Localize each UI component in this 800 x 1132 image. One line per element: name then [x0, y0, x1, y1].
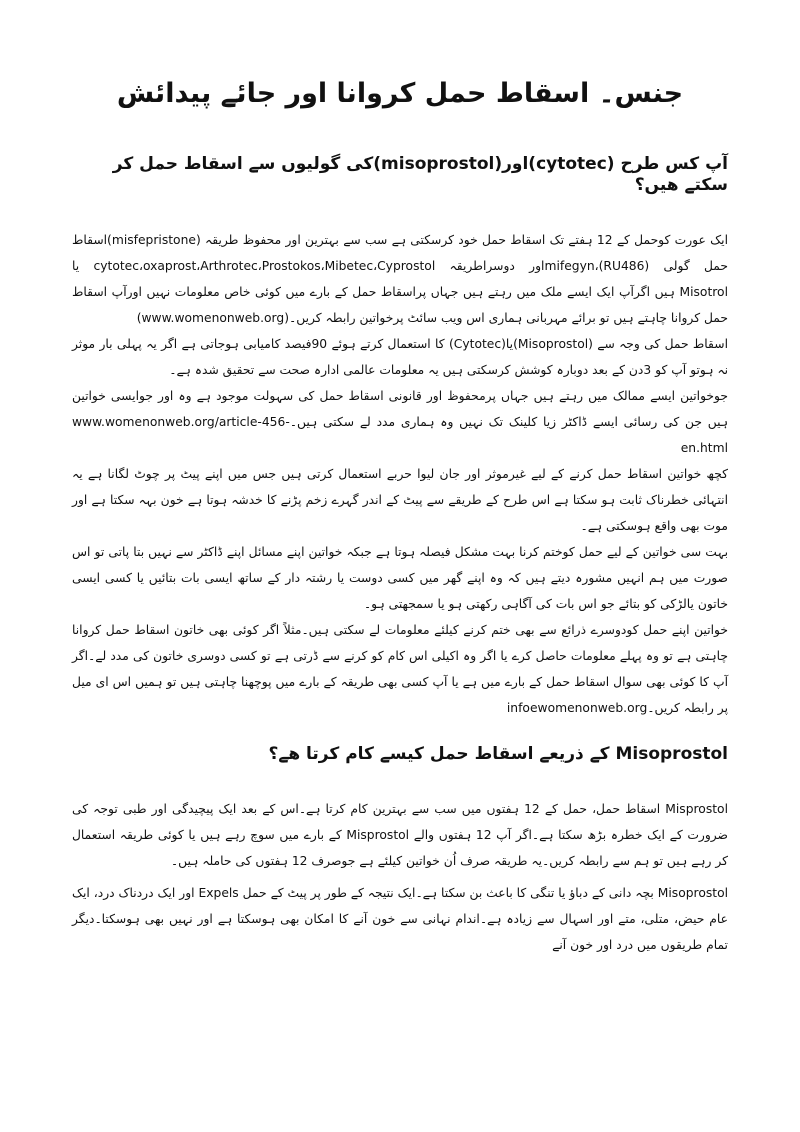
paragraph-misoprostol-timing: Misprostol اسقاط حمل، حمل کے 12 ہفتوں میں سب سے بہترین کام کرتا ہے۔اس کے بعد ایک پیچیدگی اور طبی توجہ کی ضرورت کے ایک خطرہ بڑھ سکتا ہے۔اگر آپ 12 ہفتوں والے Misprostol کے بارے میں سوچ رہے ہیں یا کوئی طریقہ استعمال کر رہے ہیں تو ہم سے رابطہ کریں۔یہ طریقہ صرف اُن خواتین کیلئے ہے جوصرف 12 ہفتوں کی حاملہ ہیں۔ [72, 802, 728, 868]
paragraph-unsafe-methods: کچھ خواتین اسقاط حمل کرنے کے لیے غیرموثر اور جان لیوا حربے استعمال کرتی ہیں جس میں اپنے پیٹ پر چوٹ لگانا ہے یہ انتہائی خطرناک ثابت ہو سکتا ہے اس طرح کے طریقے سے پیٹ کے اندر گہرے زخم پڑنے کا خدشہ ہوتا ہے خون بہہ سکتا ہے اور موت بھی واقع ہوسکتی ہے۔ [72, 467, 728, 533]
section-heading-pills: آپ کس طرح (cytotec)اور(misoprostol)کی گولیوں سے اسقاط حمل کر سکتے ھیں؟ [112, 154, 728, 195]
paragraph-access: جوخواتین ایسے ممالک میں رہتے ہیں جہاں پرمحفوظ اور قانونی اسقاط حمل کی سہولت موجود ہے وہ اور جوایسی خواتین ہیں جن کی رسائی ایسے ڈاکٹر زیا کلینک تک نہیں وہ ہماری مدد لے سکتی ہیں۔www.womenonweb.org/article-456-en.html [72, 389, 728, 455]
paragraph-contact: خواتین اپنے حمل کودوسرے ذرائع سے بھی ختم کرنے کیلئے معلومات لے سکتی ہیں۔مثلاً اگر کوئی بھی خاتون اسقاط حمل کروانا چاہتی ہے تو وہ پہلے معلومات حاصل کرے یا اگر وہ اکیلی اس کام کو کرنے سے ڈرتی ہے تو کسی دوسری خاتون کی مدد لے۔اگر آپ کا کوئی بھی سوال اسقاط حمل کے بارے میں ہے یا آپ کسی بھی طریقہ کے بارے میں پوچھنا چاہتی ہیں تو ہمیں اس ای میل پر رابطہ کریں۔infoewomenonweb.org [72, 623, 728, 715]
paragraph-support: بہت سی خواتین کے لیے حمل کوختم کرنا بہت مشکل فیصلہ ہوتا ہے جبکہ خواتین اپنے مسائل اپنے ڈاکٹر سے نہیں بتا پاتی تو اس صورت میں ہم انہیں مشورہ دیتے ہیں کہ وہ اپنے گھر میں کسی دوست یا رشتہ دار کے ساتھ ایسی بات بتائیں یا کسی ایسی خاتون یالڑکی کو بتائے جو اس بات کی آگاہی رکھتی ہو یا سمجھتی ہو۔ [72, 545, 728, 611]
paragraph-misoprostol-effects: Misoprostol بچہ دانی کے دباؤ یا تنگی کا باعث بن سکتا ہے۔ایک نتیجہ کے طور پر پیٹ کے حمل Expels اور ایک دردناک درد، ایک عام حیض، متلی، متے اور اسہال سے زیادہ ہے۔اندام نہانی سے خون آنے کا امکان بھی ہوسکتا ہے اور نہیں بھی ہوسکتا۔دیگر تمام طریقوں میں درد اور خون آنے [72, 886, 729, 952]
paragraph-success-rate: اسقاط حمل کی وجہ سے (Misoprostol)یا(Cytotec) کا استعمال کرتے ہوئے 90فیصد کامیابی ہوجاتی ہے اگر یہ پہلی بار موثر نہ ہوتو آپ کو 3دن کے بعد دوبارہ کوشش کرسکتی ہیں یہ معلومات عالمی ادارہ صحت سے تحقیق شدہ ہے۔ [72, 337, 728, 377]
section-heading-how-it-works: Misoprostol کے ذریعے اسقاط حمل کیسے کام کرتا ھے؟ [268, 744, 728, 764]
page-title: جنس۔ اسقاط حمل کروانا اور جائے پیدائش [116, 78, 684, 109]
paragraph-intro: ایک عورت کوحمل کے 12 ہفتے تک اسقاط حمل خود کرسکتی ہے سب سے بہترین اور محفوظ طریقہ (misfepristone)اسقاط حمل گولی mifegyn،(RU486)اور دوسراطریقہ cytotec،oxaprost،Arthrotec،Prostokos،Mibetec،Cyprostol یا Misotrol ہیں اگرآپ ایک ایسے ملک میں رہتے ہیں جہاں پراسقاط حمل کے بارے میں کوئی خاص معلومات نہیں اورآپ اسقاط حمل کروانا چاہتے ہیں تو برائے مہربانی ہماری اس ویب سائٹ پرخواتین رابطہ کریں۔(www.womenonweb.org) [72, 233, 729, 325]
